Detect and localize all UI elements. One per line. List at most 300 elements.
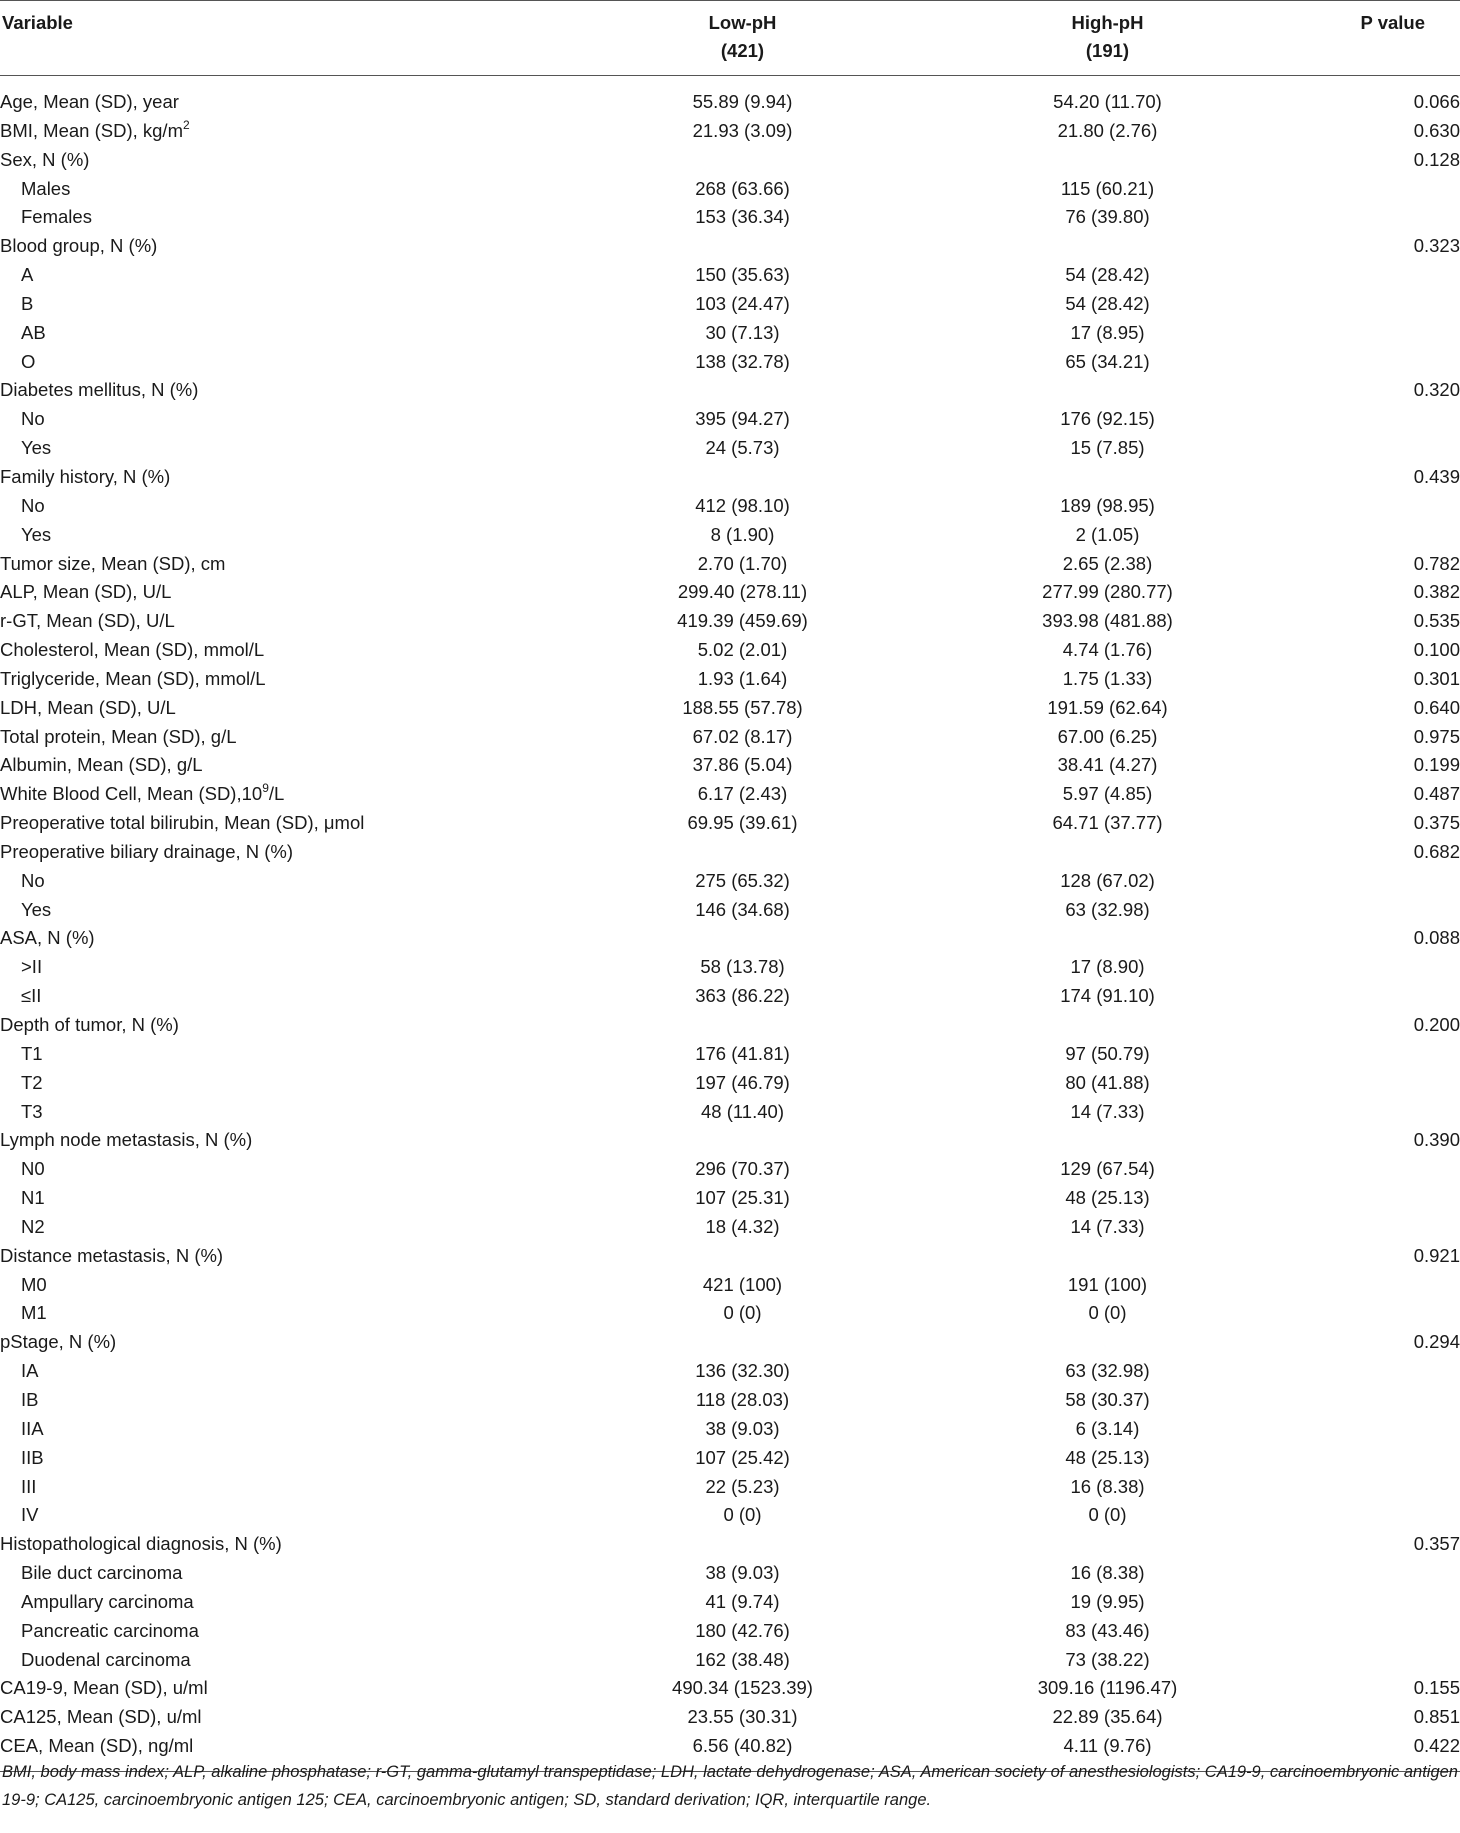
cell-variable <box>0 1213 560 1242</box>
cell-low-ph: 48 (11.40) <box>701 1100 784 1122</box>
cell-p-value: 0.382 <box>1413 581 1460 603</box>
variable-label: IA <box>21 1360 39 1382</box>
cell-variable <box>0 1588 560 1617</box>
variable-label: >II <box>21 956 43 978</box>
cell-p-value <box>1290 1588 1460 1617</box>
cell-p-value: 0.128 <box>1413 148 1460 170</box>
variable-label: CA125, Mean (SD), u/ml <box>0 1706 202 1728</box>
cell-variable <box>0 1126 560 1155</box>
cell-p-value: 0.323 <box>1413 235 1460 257</box>
cell-p-value <box>1290 1386 1460 1415</box>
cell-high-ph: 1.75 (1.33) <box>1062 667 1153 689</box>
cell-low-ph: 153 (36.34) <box>695 206 790 228</box>
cell-p-value: 0.640 <box>1413 696 1460 718</box>
cell-variable <box>0 665 560 694</box>
cell-variable <box>0 1415 560 1444</box>
cell-p-value <box>1290 1271 1460 1300</box>
table-row <box>0 694 1460 723</box>
cell-low-ph: 38 (9.03) <box>705 1562 780 1584</box>
variable-label: No <box>21 494 45 516</box>
table-row <box>0 1703 1460 1732</box>
cell-high-ph: 393.98 (481.88) <box>1042 610 1173 632</box>
cell-variable <box>0 1328 560 1357</box>
table-row <box>0 723 1460 752</box>
cell-variable <box>0 1155 560 1184</box>
variable-label: Pancreatic carcinoma <box>21 1619 199 1641</box>
cell-low-ph: 21.93 (3.09) <box>692 119 793 141</box>
cell-p-value: 0.200 <box>1413 1014 1460 1035</box>
cell-high-ph: 54.20 (11.70) <box>1053 91 1162 112</box>
cell-high-ph <box>925 232 1290 261</box>
table-row <box>0 117 1460 146</box>
variable-label: ASA, N (%) <box>0 927 95 949</box>
cell-p-value <box>1290 1501 1460 1530</box>
cell-p-value <box>1290 175 1460 204</box>
cell-high-ph: 176 (92.15) <box>1060 408 1155 430</box>
table-row <box>0 780 1460 809</box>
table-row <box>0 492 1460 521</box>
cell-low-ph: 2.70 (1.70) <box>697 552 788 574</box>
cell-p-value: 0.088 <box>1413 927 1460 949</box>
cell-variable <box>0 261 560 290</box>
cell-low-ph: 55.89 (9.94) <box>692 91 793 112</box>
cell-low-ph: 146 (34.68) <box>695 898 790 920</box>
cell-p-value <box>1290 1415 1460 1444</box>
cell-variable <box>0 1098 560 1127</box>
cell-high-ph: 14 (7.33) <box>1070 1100 1145 1122</box>
variable-label: No <box>21 869 45 891</box>
cell-p-value <box>1290 953 1460 982</box>
header-low-ph-label: Low-pH <box>708 12 777 33</box>
cell-high-ph: 63 (32.98) <box>1065 898 1150 920</box>
cell-variable <box>0 348 560 377</box>
cell-low-ph: 6.56 (40.82) <box>560 1732 925 1771</box>
variable-label: IB <box>21 1388 39 1410</box>
cell-variable <box>0 982 560 1011</box>
cell-high-ph: 73 (38.22) <box>1065 1648 1150 1670</box>
cell-high-ph: 16 (8.38) <box>1070 1475 1145 1497</box>
table-row <box>0 1588 1460 1617</box>
variable-label: CA19-9, Mean (SD), u/ml <box>0 1677 208 1699</box>
cell-p-value: 0.422 <box>1290 1732 1460 1771</box>
cell-low-ph: 412 (98.10) <box>695 494 790 516</box>
table-row <box>0 1674 1460 1703</box>
cell-variable <box>0 1530 560 1559</box>
cell-p-value <box>1290 1155 1460 1184</box>
table-row <box>0 578 1460 607</box>
variable-label: N0 <box>21 1158 45 1180</box>
table-row <box>0 1040 1460 1069</box>
cell-p-value <box>1290 1040 1460 1069</box>
cell-p-value <box>1290 1444 1460 1473</box>
variable-label: Duodenal carcinoma <box>21 1648 191 1670</box>
variable-label: Bile duct carcinoma <box>21 1562 183 1584</box>
table-row <box>0 319 1460 348</box>
cell-high-ph: 309.16 (1196.47) <box>1037 1677 1178 1699</box>
cell-variable <box>0 1242 560 1271</box>
cell-low-ph <box>560 1126 925 1155</box>
table-row <box>0 1386 1460 1415</box>
cell-p-value <box>1290 896 1460 925</box>
variable-label: White Blood Cell, Mean (SD),10 <box>0 783 263 805</box>
cell-low-ph: 6.17 (2.43) <box>697 783 788 805</box>
variable-label: N1 <box>21 1187 45 1209</box>
table-row <box>0 76 1460 117</box>
cell-p-value: 0.390 <box>1413 1129 1460 1151</box>
variable-label: T3 <box>21 1100 43 1122</box>
table-row <box>0 1559 1460 1588</box>
cell-p-value: 0.630 <box>1413 119 1460 141</box>
table-row <box>0 1242 1460 1271</box>
cell-p-value <box>1290 203 1460 232</box>
table-row <box>0 751 1460 780</box>
cell-variable <box>0 809 560 838</box>
cell-low-ph: 1.93 (1.64) <box>697 667 788 689</box>
table-row <box>0 1473 1460 1502</box>
variable-label: r-GT, Mean (SD), U/L <box>0 610 175 632</box>
header-low-ph-n: (421) <box>720 40 765 61</box>
cell-high-ph: 48 (25.13) <box>1065 1446 1150 1468</box>
table-row <box>0 1415 1460 1444</box>
cell-variable <box>0 896 560 925</box>
cell-variable <box>0 636 560 665</box>
table-row <box>0 175 1460 204</box>
cell-low-ph: 24 (5.73) <box>705 437 780 459</box>
cell-p-value <box>1290 492 1460 521</box>
variable-label: Preoperative total bilirubin, Mean (SD), μmol <box>0 812 365 834</box>
cell-p-value <box>1290 1069 1460 1098</box>
cell-low-ph: 5.02 (2.01) <box>697 639 788 661</box>
variable-label: A <box>21 264 34 286</box>
table-row <box>0 665 1460 694</box>
cell-variable <box>0 1184 560 1213</box>
cell-high-ph: 0 (0) <box>1088 1302 1127 1324</box>
table-row <box>0 1646 1460 1675</box>
cell-low-ph: 107 (25.42) <box>695 1446 790 1468</box>
variable-label: Depth of tumor, N (%) <box>0 1014 179 1035</box>
cell-p-value <box>1290 434 1460 463</box>
table-row <box>0 376 1460 405</box>
cell-high-ph: 97 (50.79) <box>1065 1042 1150 1064</box>
table-row <box>0 838 1460 867</box>
cell-p-value <box>1290 1184 1460 1213</box>
cell-p-value <box>1290 1213 1460 1242</box>
cell-p-value <box>1290 261 1460 290</box>
cell-variable <box>0 1299 560 1328</box>
cell-high-ph: 38.41 (4.27) <box>1057 754 1158 776</box>
table-row <box>0 290 1460 319</box>
variable-label: M0 <box>21 1273 47 1295</box>
cell-variable <box>0 723 560 752</box>
cell-variable <box>0 953 560 982</box>
table-row <box>0 896 1460 925</box>
cell-high-ph <box>925 463 1290 492</box>
cell-variable <box>0 146 560 175</box>
cell-variable <box>0 319 560 348</box>
cell-low-ph: 162 (38.48) <box>695 1648 790 1670</box>
table-row <box>0 405 1460 434</box>
table-row <box>0 1069 1460 1098</box>
table-row <box>0 521 1460 550</box>
cell-p-value <box>1290 1473 1460 1502</box>
table-row <box>0 809 1460 838</box>
variable-label: O <box>21 350 36 372</box>
table-row <box>0 1501 1460 1530</box>
cell-low-ph: 22 (5.23) <box>705 1475 780 1497</box>
header-high-ph-label: High-pH <box>1071 12 1144 33</box>
variable-superscript: 9 <box>262 781 269 796</box>
cell-variable <box>0 1386 560 1415</box>
cell-low-ph: 58 (13.78) <box>700 956 785 978</box>
cell-high-ph: 128 (67.02) <box>1060 869 1155 891</box>
cell-variable <box>0 1444 560 1473</box>
cell-p-value: 0.100 <box>1413 639 1460 661</box>
variable-label: B <box>21 292 34 314</box>
cell-high-ph: 189 (98.95) <box>1060 494 1155 516</box>
cell-p-value: 0.155 <box>1413 1677 1460 1699</box>
cell-low-ph: 0 (0) <box>723 1302 762 1324</box>
cell-p-value: 0.294 <box>1413 1331 1460 1353</box>
cell-high-ph: 83 (43.46) <box>1065 1619 1150 1641</box>
cell-low-ph: 299.40 (278.11) <box>677 581 808 603</box>
cell-high-ph <box>925 1011 1290 1040</box>
cell-variable <box>0 1501 560 1530</box>
variable-label: Triglyceride, Mean (SD), mmol/L <box>0 667 266 689</box>
cell-high-ph: 115 (60.21) <box>1060 177 1155 199</box>
variable-label: CEA, Mean (SD), ng/ml <box>0 1735 194 1757</box>
cell-low-ph: 8 (1.90) <box>710 523 775 545</box>
cell-low-ph <box>560 924 925 953</box>
variable-label: N2 <box>21 1215 45 1237</box>
cell-high-ph: 58 (30.37) <box>1065 1388 1150 1410</box>
cell-high-ph: 191 (100) <box>1067 1273 1148 1295</box>
variable-label: ALP, Mean (SD), U/L <box>0 581 172 603</box>
variable-unit-suffix: /L <box>268 783 285 805</box>
table-header <box>0 1 1460 76</box>
cell-low-ph: 103 (24.47) <box>695 292 790 314</box>
cell-low-ph <box>560 1530 925 1559</box>
cell-low-ph: 421 (100) <box>702 1273 783 1295</box>
cell-variable <box>0 376 560 405</box>
cell-high-ph: 64.71 (37.77) <box>1052 812 1163 834</box>
cell-variable <box>0 924 560 953</box>
cell-variable <box>0 1357 560 1386</box>
variable-superscript: 2 <box>182 117 190 132</box>
cell-high-ph: 2 (1.05) <box>1075 523 1140 545</box>
cell-p-value <box>1290 982 1460 1011</box>
table-row <box>0 146 1460 175</box>
cell-variable <box>0 175 560 204</box>
cell-p-value: 0.782 <box>1413 552 1460 574</box>
cell-low-ph: 188.55 (57.78) <box>682 696 803 718</box>
cell-high-ph: 65 (34.21) <box>1065 350 1150 372</box>
cell-high-ph <box>925 146 1290 175</box>
variable-label: Blood group, N (%) <box>0 235 158 257</box>
cell-variable <box>0 203 560 232</box>
cell-low-ph: 67.02 (8.17) <box>692 725 793 747</box>
header-variable: Variable <box>0 1 560 76</box>
cell-low-ph: 363 (86.22) <box>695 985 790 1007</box>
variable-label: IIB <box>21 1446 44 1468</box>
variable-label: T2 <box>21 1071 43 1093</box>
cell-variable <box>0 1703 560 1732</box>
cell-variable <box>0 780 560 809</box>
variable-label: Sex, N (%) <box>0 148 90 170</box>
cell-low-ph: 268 (63.66) <box>695 177 790 199</box>
cell-high-ph: 5.97 (4.85) <box>1062 783 1153 805</box>
cell-variable <box>0 1617 560 1646</box>
table-row <box>0 1213 1460 1242</box>
table-row <box>0 1155 1460 1184</box>
variable-label: pStage, N (%) <box>0 1331 117 1353</box>
cell-high-ph: 63 (32.98) <box>1065 1360 1150 1382</box>
cell-variable <box>0 1069 560 1098</box>
cell-variable <box>0 1011 560 1040</box>
cell-low-ph: 176 (41.81) <box>695 1042 790 1064</box>
cell-p-value: 0.301 <box>1413 667 1460 689</box>
cell-low-ph: 136 (32.30) <box>695 1360 790 1382</box>
cell-high-ph: 17 (8.95) <box>1070 321 1145 343</box>
header-p-value: P value <box>1290 1 1460 76</box>
table-footnote: BMI, body mass index; ALP, alkaline phosphatase; r-GT, gamma-glutamyl transpeptidase; LDH, lactate dehydrogenase; ASA, American society of anesthesiologists; CA19-9, carcinoembryonic antigen 19-9; CA125, carcinoembryonic antigen 125; CEA, carcinoembryonic antigen; SD, standard derivation; IQR, interquartile range. <box>2 1763 1458 1809</box>
cell-high-ph: 0 (0) <box>1088 1504 1127 1526</box>
cell-variable <box>0 521 560 550</box>
cell-low-ph: 30 (7.13) <box>705 321 780 343</box>
cell-low-ph: 0 (0) <box>723 1504 762 1526</box>
table-row <box>0 1357 1460 1386</box>
header-row <box>0 1 1460 76</box>
header-high-ph-n: (191) <box>1085 40 1130 61</box>
cell-low-ph: 490.34 (1523.39) <box>672 1677 813 1699</box>
cell-high-ph: 54 (28.42) <box>1065 292 1150 314</box>
cell-p-value: 0.320 <box>1413 379 1460 401</box>
cell-high-ph: 67.00 (6.25) <box>1057 725 1158 747</box>
table-row <box>0 463 1460 492</box>
table-row <box>0 261 1460 290</box>
table-row <box>0 1126 1460 1155</box>
cell-high-ph: 14 (7.33) <box>1070 1215 1145 1237</box>
cell-p-value <box>1290 290 1460 319</box>
cell-variable <box>0 1271 560 1300</box>
variable-label: Total protein, Mean (SD), g/L <box>0 725 237 747</box>
cell-low-ph: 395 (94.27) <box>695 408 790 430</box>
cell-p-value <box>1290 521 1460 550</box>
variable-label: IV <box>21 1504 39 1526</box>
cell-high-ph: 174 (91.10) <box>1060 985 1155 1007</box>
table-row <box>0 203 1460 232</box>
cell-p-value: 0.199 <box>1413 754 1460 776</box>
variable-label: ≤II <box>21 985 42 1007</box>
cell-low-ph <box>560 463 925 492</box>
cell-high-ph: 48 (25.13) <box>1065 1187 1150 1209</box>
variable-label: IIA <box>21 1417 44 1439</box>
table-row <box>0 348 1460 377</box>
cell-variable <box>0 117 560 146</box>
cell-high-ph <box>925 1530 1290 1559</box>
cell-low-ph: 197 (46.79) <box>695 1071 790 1093</box>
cell-low-ph: 118 (28.03) <box>695 1388 790 1410</box>
cell-variable <box>0 578 560 607</box>
cell-high-ph <box>925 924 1290 953</box>
cell-p-value <box>1290 405 1460 434</box>
cell-variable <box>0 1473 560 1502</box>
cell-low-ph: 23.55 (30.31) <box>687 1706 798 1728</box>
table-row <box>0 1530 1460 1559</box>
cell-p-value: 0.375 <box>1413 812 1460 834</box>
variable-label: LDH, Mean (SD), U/L <box>0 696 176 718</box>
cell-p-value: 0.487 <box>1413 783 1460 805</box>
cell-high-ph: 191.59 (62.64) <box>1047 696 1168 718</box>
cell-low-ph: 18 (4.32) <box>705 1215 780 1237</box>
cell-low-ph: 419.39 (459.69) <box>677 610 808 632</box>
cell-p-value <box>1290 1299 1460 1328</box>
variable-label: Family history, N (%) <box>0 465 171 487</box>
cell-p-value: 0.357 <box>1413 1533 1460 1555</box>
cell-high-ph: 21.80 (2.76) <box>1057 119 1158 141</box>
cell-p-value: 0.439 <box>1413 465 1460 487</box>
table-row <box>0 924 1460 953</box>
cell-variable <box>0 607 560 636</box>
variable-label: Yes <box>21 898 52 920</box>
variable-label: Ampullary carcinoma <box>21 1590 194 1612</box>
cell-low-ph: 275 (65.32) <box>695 869 790 891</box>
cell-p-value: 0.066 <box>1413 91 1460 112</box>
cell-p-value: 0.921 <box>1413 1244 1460 1266</box>
variable-label: Females <box>21 206 92 228</box>
table-row <box>0 636 1460 665</box>
cell-p-value <box>1290 348 1460 377</box>
variable-label: Histopathological diagnosis, N (%) <box>0 1533 282 1555</box>
cell-p-value <box>1290 1646 1460 1675</box>
cell-low-ph: 138 (32.78) <box>695 350 790 372</box>
table-row <box>0 867 1460 896</box>
cell-high-ph: 17 (8.90) <box>1070 956 1145 978</box>
cell-variable <box>0 434 560 463</box>
cell-variable <box>0 751 560 780</box>
cell-low-ph: 180 (42.76) <box>695 1619 790 1641</box>
cell-high-ph: 129 (67.54) <box>1060 1158 1155 1180</box>
cell-p-value <box>1290 1559 1460 1588</box>
table-row <box>0 550 1460 579</box>
cell-high-ph <box>925 1242 1290 1271</box>
cell-variable <box>0 1646 560 1675</box>
cell-high-ph <box>925 838 1290 867</box>
variable-label: No <box>21 408 45 430</box>
table-row <box>0 1444 1460 1473</box>
table-row <box>0 1184 1460 1213</box>
cell-low-ph <box>560 146 925 175</box>
variable-label: Yes <box>21 523 52 545</box>
cell-low-ph: 38 (9.03) <box>705 1417 780 1439</box>
cell-p-value <box>1290 319 1460 348</box>
variable-label: Preoperative biliary drainage, N (%) <box>0 840 294 862</box>
cell-high-ph <box>925 376 1290 405</box>
cell-low-ph <box>560 1011 925 1040</box>
cell-p-value <box>1290 1098 1460 1127</box>
table-row <box>0 1271 1460 1300</box>
table-row <box>0 1098 1460 1127</box>
cell-high-ph: 4.74 (1.76) <box>1062 639 1153 661</box>
cell-low-ph: 41 (9.74) <box>705 1590 780 1612</box>
cell-high-ph: 6 (3.14) <box>1075 1417 1140 1439</box>
variable-label: Diabetes mellitus, N (%) <box>0 379 199 401</box>
cell-p-value: 0.535 <box>1413 610 1460 632</box>
cell-low-ph: 107 (25.31) <box>695 1187 790 1209</box>
cell-variable <box>0 405 560 434</box>
variable-label: Tumor size, Mean (SD), cm <box>0 552 226 574</box>
header-high-ph <box>925 1 1290 76</box>
cell-variable <box>0 492 560 521</box>
